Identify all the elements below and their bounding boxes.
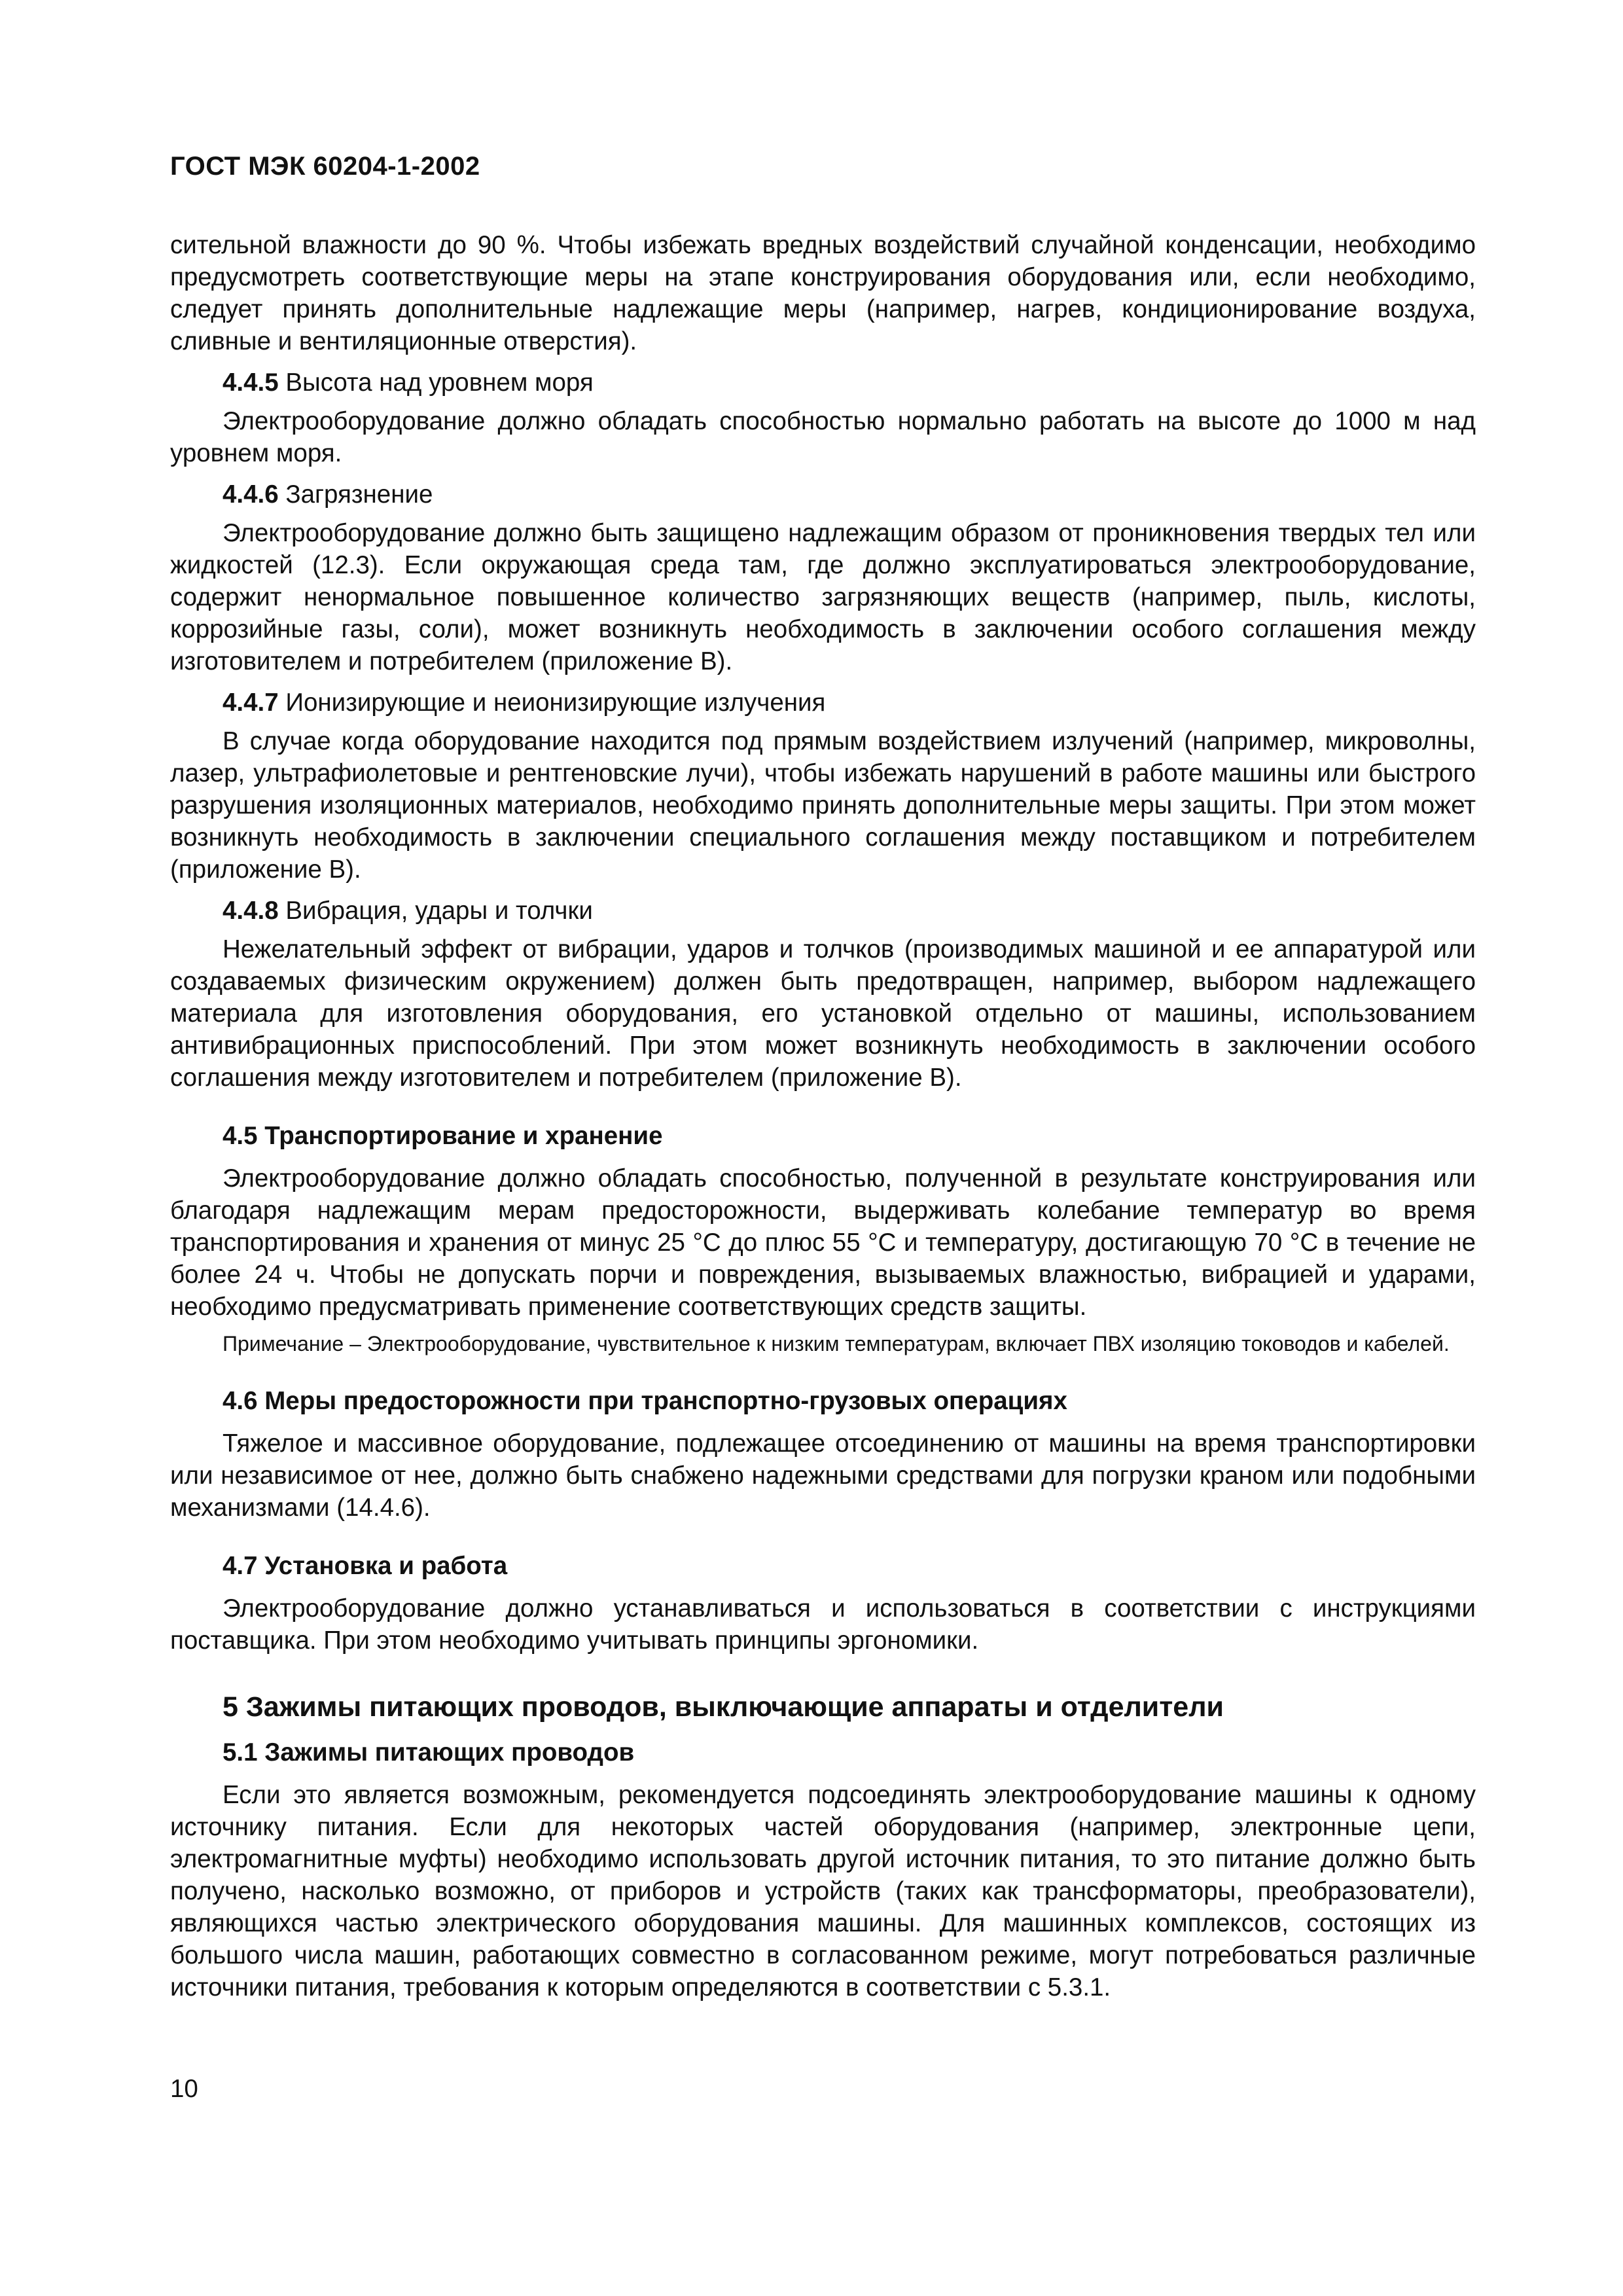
heading-4-7: 4.7 Установка и работа	[223, 1552, 508, 1580]
heading-4-4-6	[170, 478, 1476, 511]
heading-4-4-5	[170, 367, 1476, 399]
document-header: ГОСТ МЭК 60204-1-2002	[170, 152, 480, 181]
heading-5-1: 5.1 Зажимы питающих проводов	[223, 1738, 635, 1767]
paragraph-4-4-8: Нежелательный эффект от вибрации, ударов и толчков (производимых машиной и ее аппаратурой или создаваемых физическим окружением) должен быть предотвращен, например, выбором надлежащего материала для изготовления оборудования, его установкой отдельно от машины, использованием антивибрационных приспособлений. При этом может возникнуть необходимость в заключении особого соглашения между изготовителем и потребителем (приложение В).	[170, 935, 1476, 1092]
paragraph-4-5: Электрооборудование должно обладать способностью, полученной в результате конструирования или благодаря надлежащим мерам предосторожности, выдерживать колебание температур во время транспортирования и хранения от минус 25 °С до плюс 55 °С и температуру, достигающую 70 °С в течение не более 24 ч. Чтобы не допускать порчи и повреждения, вызываемых влажностью, вибрацией и ударами, необходимо предусматривать применение соответствующих средств защиты.	[170, 1164, 1476, 1321]
heading-4-4-8-title: Вибрация, удары и толчки	[278, 897, 593, 925]
heading-4-4-5-title: Высота над уровнем моря	[278, 368, 594, 397]
paragraph-5-1: Если это является возможным, рекомендуется подсоединять электрооборудование машины к одному источнику питания. Если для некоторых частей оборудования (например, электронные цепи, электромагнитные муфты) необходимо использовать другой источник питания, то это питание должно быть получено, насколько возможно, от приборов и устройств (таких как трансформаторы, преобразователи), являющихся частью электрического оборудования машины. Для машинных комплексов, состоящих из большого числа машин, работающих совместно в согласованном режиме, могут потребоваться различные источники питания, требования к которым определяются в соответствии с 5.3.1.	[170, 1781, 1476, 2001]
heading-4-4-6-number: 4.4.6	[223, 480, 279, 509]
page-number: 10	[170, 2075, 198, 2103]
paragraph-4-4-5: Электрооборудование должно обладать способностью нормально работать на высоте до 1000 м над уровнем моря.	[170, 407, 1476, 467]
document-body	[170, 229, 1476, 2003]
intro-paragraph: сительной влажности до 90 %. Чтобы избежать вредных воздействий случайной конденсации, необходимо предусмотреть соответствующие меры на этапе конструирования оборудования или, если необходимо, следует принять дополнительные надлежащие меры (например, нагрев, кондиционирование воздуха, сливные и вентиляционные отверстия).	[170, 231, 1476, 355]
chapter-5-title: 5 Зажимы питающих проводов, выключающие аппараты и отделители	[223, 1691, 1224, 1723]
heading-4-5: 4.5 Транспортирование и хранение	[223, 1122, 663, 1150]
paragraph-4-4-6: Электрооборудование должно быть защищено надлежащим образом от проникновения твердых тел или жидкостей (12.3). Если окружающая среда там, где должно эксплуатироваться электрооборудование, содержит ненормальное повышенное количество загрязняющих веществ (например, пыль, кислоты, коррозийные газы, соли), может возникнуть необходимость в заключении особого соглашения между изготовителем и потребителем (приложение В).	[170, 519, 1476, 675]
heading-4-4-7-number: 4.4.7	[223, 689, 279, 717]
heading-4-4-8-number: 4.4.8	[223, 897, 279, 925]
heading-4-6: 4.6 Меры предосторожности при транспортно-грузовых операциях	[223, 1387, 1067, 1415]
heading-4-4-6-title: Загрязнение	[278, 480, 433, 509]
paragraph-4-6: Тяжелое и массивное оборудование, подлежащее отсоединению от машины на время транспортировки или независимое от нее, должно быть снабжено надежными средствами для погрузки краном или подобными механизмами (14.4.6).	[170, 1429, 1476, 1522]
note-4-5: Примечание – Электрооборудование, чувствительное к низким температурам, включает ПВХ изоляцию тоководов и кабелей.	[223, 1332, 1450, 1355]
paragraph-4-7: Электрооборудование должно устанавливаться и использоваться в соответствии с инструкциями поставщика. При этом необходимо учитывать принципы эргономики.	[170, 1594, 1476, 1655]
heading-4-4-5-number: 4.4.5	[223, 368, 279, 397]
heading-4-4-8	[170, 895, 1476, 927]
paragraph-4-4-7: В случае когда оборудование находится под прямым воздействием излучений (например, микроволны, лазер, ультрафиолетовые и рентгеновские лучи), чтобы избежать нарушений в работе машины или быстрого разрушения изоляционных материалов, необходимо принять дополнительные меры защиты. При этом может возникнуть необходимость в заключении специального соглашения между поставщиком и потребителем (приложение В).	[170, 727, 1476, 884]
heading-4-4-7	[170, 687, 1476, 719]
heading-4-4-7-title: Ионизирующие и неионизирующие излучения	[278, 689, 826, 717]
